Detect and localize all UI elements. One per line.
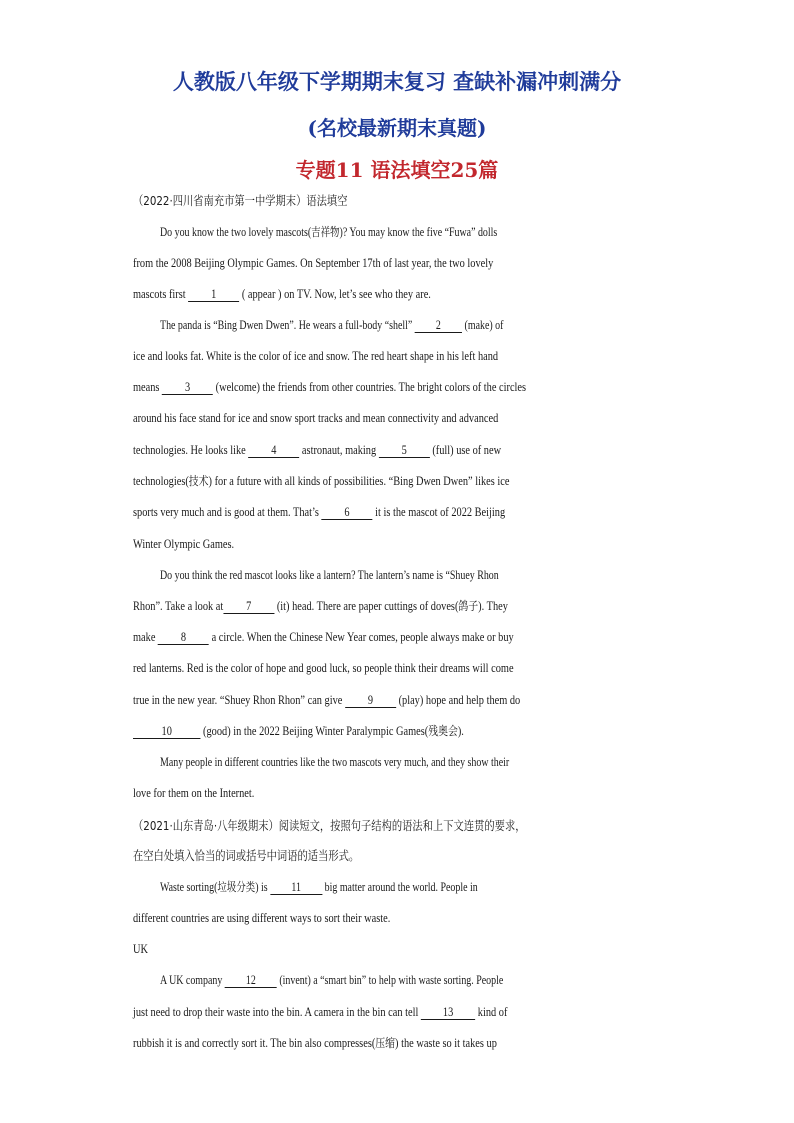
text-line: The panda is “Bing Dwen Dwen”. He wears a full-body “shell” 2 (make) of [160,318,504,332]
passage1-source: （2022·四川省南充市第一中学期末）语法填空 [133,193,348,208]
text-line: ice and looks fat. White is the color of ice and snow. The red heart shape in his left hand [133,349,499,363]
text-line: Do you know the two lovely mascots(吉祥物)? You may know the five “Fuwa” dolls [160,225,498,239]
text-line: love for them on the Internet. [133,786,255,800]
text-line: true in the new year. “Shuey Rhon Rhon” can give 9 (play) hope and help them do [133,693,521,707]
answer-blank[interactable]: 7 [223,599,274,614]
answer-blank[interactable]: 5 [379,443,430,458]
text-line: rubbish it is and correctly sort it. The bin also compresses(压缩) the waste so it takes up [133,1036,497,1050]
answer-blank[interactable]: 4 [248,443,299,458]
answer-blank[interactable]: 6 [322,505,373,520]
text-line: different countries are using different ways to sort their waste. [133,911,391,925]
answer-blank[interactable]: 10 [133,724,200,739]
document-title: 人教版八年级下学期期末复习 查缺补漏冲刺满分 [172,69,622,94]
section-heading: UK [133,942,148,956]
answer-blank[interactable]: 8 [158,630,209,645]
text-line: make 8 a circle. When the Chinese New Year comes, people always make or buy [133,630,514,644]
text-line: technologies. He looks like 4 astronaut, making 5 (full) use of new [133,443,502,457]
text-line: around his face stand for ice and snow sport tracks and mean connectivity and advanced [133,411,499,425]
answer-blank[interactable]: 3 [162,380,213,395]
passage2-source: （2021·山东青岛·八年级期末）阅读短文，按照句子结构的语法和上下文连贯的要求， [133,818,526,833]
answer-blank[interactable]: 2 [415,318,462,333]
text-line: 10 (good) in the 2022 Beijing Winter Paralympic Games(残奥会). [133,722,786,740]
passage2-instructions: 在空白处填入恰当的词或括号中词语的适当形式。 [133,848,360,863]
text-line: Waste sorting(垃圾分类) is 11 big matter around the world. People in [160,880,478,894]
text-line: mascots first 1 ( appear ) on TV. Now, let’s see who they are. [133,287,431,301]
text-line: A UK company 12 (invent) a “smart bin” to help with waste sorting. People [160,973,504,987]
text-line: sports very much and is good at them. That’s 6 it is the mascot of 2022 Beijing [133,505,506,519]
answer-blank[interactable]: 1 [188,287,239,302]
answer-blank[interactable]: 11 [270,880,322,895]
text-line: just need to drop their waste into the bin. A camera in the bin can tell 13 kind of [133,1005,508,1019]
answer-blank[interactable]: 12 [225,973,277,988]
topic-title: 专题11 语法填空25篇 [295,158,499,182]
text-line: Winter Olympic Games. [133,537,235,551]
text-line: means 3 (welcome) the friends from other countries. The bright colors of the circles [133,380,527,394]
text-line: Many people in different countries like the two mascots very much, and they show their [160,755,510,769]
text-line: red lanterns. Red is the color of hope and good luck, so people think their dreams will come [133,661,514,675]
answer-blank[interactable]: 13 [421,1005,475,1020]
text-line: Do you think the red mascot looks like a lantern? The lantern’s name is “Shuey Rhon [160,568,499,582]
text-line: from the 2008 Beijing Olympic Games. On September 17th of last year, the two lovely [133,256,494,270]
document-subtitle: (名校最新期末真题) [307,116,487,140]
text-line: Rhon”. Take a look at 7 (it) head. There are paper cuttings of doves(鸽子). They [133,599,508,613]
text-line: technologies(技术) for a future with all kinds of possibilities. “Bing Dwen Dwen” likes ice [133,474,510,488]
answer-blank[interactable]: 9 [345,693,396,708]
